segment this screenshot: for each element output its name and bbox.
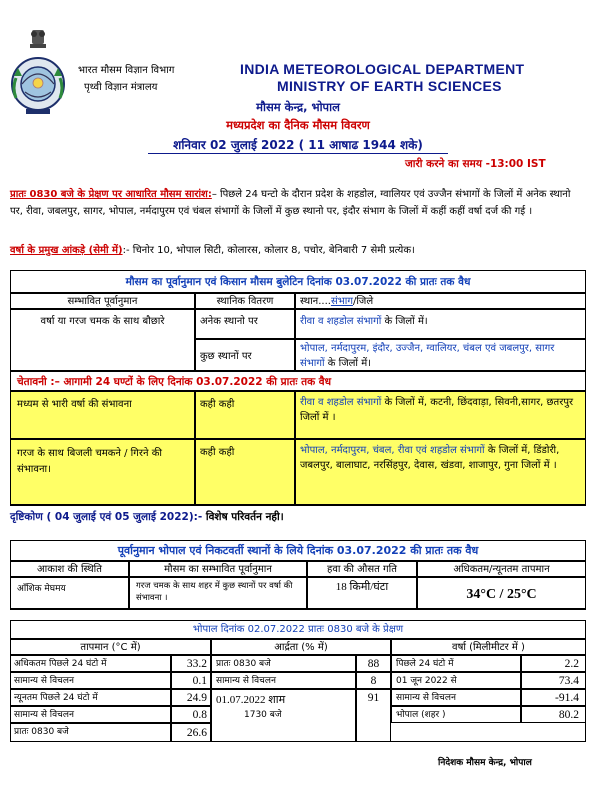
- rain-row-label: सामान्य से विचलन: [391, 689, 521, 706]
- places-some-suffix: के जिलों में।: [324, 358, 371, 369]
- temp-row-value: 24.9: [171, 689, 211, 706]
- ministry-name-english: MINISTRY OF EARTH SCIENCES: [277, 78, 502, 94]
- temp-row-value: 0.8: [171, 706, 211, 723]
- temp-row-value: 33.2: [171, 655, 211, 672]
- places-many-divisions: रीवा व शहडोल संभागों: [300, 316, 382, 327]
- dept-name-english: INDIA METEOROLOGICAL DEPARTMENT: [240, 61, 525, 77]
- weather-header: मौसम का सम्भावित पूर्वानुमान: [129, 561, 307, 577]
- outlook-label: दृष्टिकोण ( 04 जुलाई एवं 05 जुलाई 2022):-: [10, 511, 203, 523]
- bhopal-forecast-table: [10, 540, 586, 610]
- weather-value: गरज चमक के साथ शहर में कुछ स्थानों पर वर्षा की संभावना ।: [129, 577, 307, 609]
- rain-row-value: -91.4: [521, 689, 585, 706]
- humidity-row-label: सामान्य से विचलन: [211, 672, 356, 689]
- distribution-many: अनेक स्थानो पर: [195, 309, 295, 339]
- rain-row-label: भोपाल (शहर ): [391, 706, 521, 723]
- humidity-row-label: 01.07.2022 शाम: [216, 694, 286, 706]
- observation-title: भोपाल दिनांक 02.07.2022 प्रातः 0830 बजे के प्रेक्षण: [11, 621, 585, 639]
- weather-summary: [10, 187, 584, 220]
- humidity-evening-cell: [211, 689, 356, 741]
- bhopal-forecast-title: पूर्वानुमान भोपाल एवं निकटवर्ती स्थानों के लिये दिनांक 03.07.2022 की प्रातः तक वैध: [11, 541, 585, 561]
- forecast-title: मौसम का पूर्वानुमान एवं किसान मौसम बुलेटिन दिनांक 03.07.2022 की प्रातः तक वैध: [11, 271, 585, 293]
- summary-label: प्रातः 0830 बजे के प्रेक्षण पर आधारित मौसम सारांश:: [10, 189, 212, 200]
- sky-header: आकाश की स्थिति: [11, 561, 129, 577]
- issue-time: जारी करने का समय -13:00 IST: [405, 158, 546, 170]
- col-district-label: /जिले: [352, 296, 374, 307]
- director-signature: निदेशक मौसम केन्द्र, भोपाल: [438, 758, 532, 768]
- places-many: [295, 309, 585, 339]
- col-places-label: स्थान....: [300, 296, 331, 307]
- rainfall-header: वर्षा (मिलीमीटर में ): [391, 639, 585, 655]
- warning-heavy-rain-dist: कही कही: [195, 391, 295, 439]
- rain-row-label: 01 जून 2022 से: [391, 672, 521, 689]
- rainfall-figures: [10, 242, 415, 256]
- temp-row-label: न्यूनतम पिछले 24 घंटो में: [11, 689, 171, 706]
- temp-row-label: सामान्य से विचलन: [11, 706, 171, 723]
- lightning-divisions: भोपाल, नर्मदापुरम, चंबल, रीवा एवं शहडोल संभागों: [300, 445, 485, 456]
- temp-row-value: 0.1: [171, 672, 211, 689]
- places-some: [295, 339, 585, 371]
- rain-row-value: 80.2: [521, 706, 585, 723]
- sky-value: आँशिक मेघमय: [11, 577, 129, 609]
- humidity-row-value: 88: [356, 655, 391, 672]
- humidity-header: आर्द्रता (% में): [211, 639, 391, 655]
- warning-lightning-places: [295, 439, 585, 505]
- humidity-row-label: प्रातः 0830 बजे: [211, 655, 356, 672]
- centre-name: मौसम केन्द्र, भोपाल: [256, 100, 340, 114]
- forecast-type: वर्षा या गरज चमक के साथ बौछारे: [11, 309, 195, 371]
- warning-heavy-rain: मध्यम से भारी वर्षा की संभावना: [11, 391, 195, 439]
- forecast-warning-table: [10, 270, 586, 506]
- humidity-row-value: 91: [356, 689, 391, 741]
- ministry-name-hindi: पृथ्वी विज्ञान मंत्रालय: [84, 82, 158, 93]
- temp-header: अधिकतम/न्यूनतम तापमान: [417, 561, 585, 577]
- places-some-divisions: भोपाल, नर्मदापुरम, इंदौर, उज्जैन, ग्वालियर, चंबल एवं जबलपुर, सागर संभागों: [300, 343, 555, 369]
- rainfall-text: :- चिनोर 10, भोपाल सिटी, कोलारस, कोलार 8, पचोर, बेनिबारी 7 सेमी प्रत्येक।: [122, 245, 415, 256]
- col-division-label: संभाग: [330, 296, 353, 307]
- places-many-suffix: के जिलों में।: [381, 316, 428, 327]
- warning-heavy-rain-places: [295, 391, 585, 439]
- date-underline: [148, 153, 448, 154]
- wind-header: हवा की औसत गति: [307, 561, 417, 577]
- warning-lightning-dist: कही कही: [195, 439, 295, 505]
- dept-name-hindi: भारत मौसम विज्ञान विभाग: [78, 65, 175, 76]
- temperature-header: तापमान (°C में): [11, 639, 211, 655]
- temp-row-value: 26.6: [171, 723, 211, 741]
- humidity-row-value: 8: [356, 672, 391, 689]
- distribution-some: कुछ स्थानों पर: [195, 339, 295, 371]
- col-places-header: [295, 293, 585, 309]
- bulletin-date: शनिवार 02 जुलाई 2022 ( 11 आषाढ 1944 शके): [173, 138, 423, 152]
- temp-value: 34°C / 25°C: [417, 577, 585, 609]
- rain-row-label: पिछले 24 घंटो में: [391, 655, 521, 672]
- heavy-rain-divisions: रीवा व शहडोल संभागों: [300, 397, 382, 408]
- rainfall-label: वर्षा के प्रमुख आंकड़े (सेमी में): [10, 245, 123, 256]
- col-distribution-header: स्थानिक वितरण: [195, 293, 295, 309]
- rain-row-value: 73.4: [521, 672, 585, 689]
- lightning-districts: के जिलों में, डिंडोरी, जबलपुर, बालाघाट, नरसिंहपुर, देवास, खंडवा, शाजापुर, गुना जिलों में ।: [300, 445, 560, 471]
- temp-row-label: अधिकतम पिछले 24 घंटो में: [11, 655, 171, 672]
- wind-value: 18 किमी/घंटा: [307, 577, 417, 609]
- temp-row-label: सामान्य से विचलन: [11, 672, 171, 689]
- humidity-row-label-time: 1730 बजे: [244, 710, 282, 720]
- warning-lightning: गरज के साथ बिजली चमकने / गिरने की संभावना।: [11, 439, 195, 505]
- temp-row-label: प्रातः 0830 बजे: [11, 723, 171, 741]
- warning-title: चेतावनी :– आगामी 24 घण्टों के लिए दिनांक 03.07.2022 की प्रातः तक वैध: [11, 371, 585, 391]
- heavy-rain-districts: के जिलों में, कटनी, छिंदवाड़ा, सिवनी,सागर, छतरपुर जिलों में ।: [300, 397, 574, 423]
- observation-table: [10, 620, 586, 742]
- bulletin-title: मध्यप्रदेश का दैनिक मौसम विवरण: [226, 118, 370, 132]
- col-forecast-header: सम्भावित पूर्वानुमान: [11, 293, 195, 309]
- summary-text: – पिछले 24 घन्टो के दौरान प्रदेश के शहडोल, ग्वालियर एवं उज्जैन संभागों के जिलों में अनेक स्थानो पर, रीवा, जबलपुर, सागर, भोपाल, नर्मदापुरम एवं चंबल संभागों के जिलों में कुछ स्थानो पर, इंदौर संभाग के जिलों में कहीं कहीं वर्षा दर्ज की गई ।: [10, 189, 571, 217]
- rain-row-value: 2.2: [521, 655, 585, 672]
- outlook: [10, 510, 284, 524]
- outlook-text: विशेष परिवर्तन नही।: [202, 511, 284, 523]
